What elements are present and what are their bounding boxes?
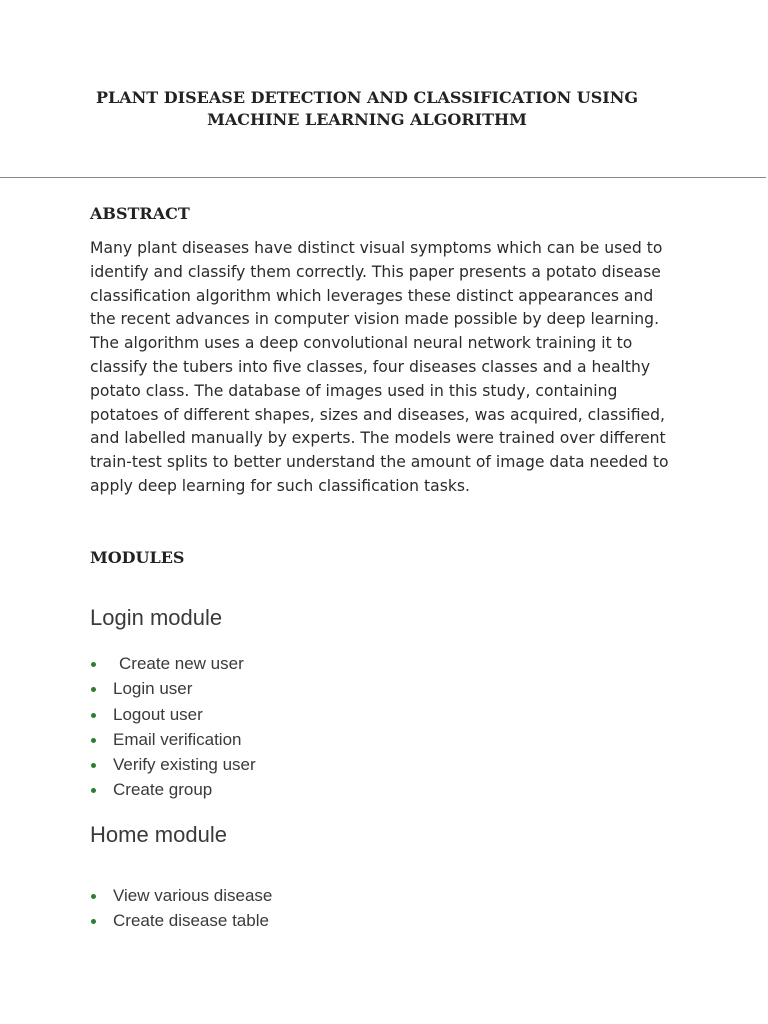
abstract-line: train-test splits to better understand the amount of image data needed to — [90, 453, 669, 472]
list-item — [90, 752, 256, 777]
abstract-text — [90, 237, 690, 499]
abstract-line: apply deep learning for such classification tasks. — [90, 476, 470, 495]
modules-heading: MODULES — [90, 548, 185, 567]
list-item — [90, 908, 272, 933]
list-item — [90, 777, 256, 802]
list-item-label: Logout user — [113, 704, 203, 724]
abstract-line: The algorithm uses a deep convolutional neural network training it to — [90, 334, 633, 353]
bullet-icon — [91, 738, 96, 743]
title-line-2: MACHINE LEARNING ALGORITHM — [207, 110, 527, 129]
abstract-line: and labelled manually by experts. The models were trained over different — [90, 429, 666, 448]
document-title — [0, 87, 734, 131]
list-item — [90, 702, 256, 727]
bullet-icon — [91, 662, 96, 667]
list-item-label: Create new user — [119, 654, 244, 673]
home-module-list — [90, 883, 272, 934]
list-item-label: Create group — [113, 780, 213, 800]
list-item — [90, 727, 256, 752]
bullet-icon — [91, 919, 96, 924]
home-module-heading: Home module — [90, 822, 227, 847]
title-line-1: PLANT DISEASE DETECTION AND CLASSIFICATION USING — [95, 88, 639, 107]
list-item-label: Login user — [113, 679, 193, 699]
horizontal-divider — [0, 177, 766, 178]
list-item-label: View various disease — [113, 886, 273, 905]
abstract-line: classification algorithm which leverages these distinct appearances and — [90, 286, 654, 305]
list-item — [90, 651, 256, 676]
list-item — [90, 676, 256, 701]
login-module-heading: Login module — [90, 605, 223, 630]
list-item-label: Create disease table — [113, 911, 269, 931]
bullet-icon — [91, 687, 96, 692]
abstract-line: classify the tubers into five classes, four diseases classes and a healthy — [90, 357, 651, 376]
bullet-icon — [91, 894, 96, 899]
bullet-icon — [91, 788, 96, 793]
list-item-label: Verify existing user — [113, 755, 256, 775]
list-item-label: Email verification — [113, 729, 242, 749]
abstract-heading: ABSTRACT — [90, 204, 190, 223]
login-module-list — [90, 651, 256, 803]
bullet-icon — [91, 763, 96, 768]
abstract-line: Many plant diseases have distinct visual symptoms which can be used to — [90, 239, 663, 257]
bullet-icon — [91, 713, 96, 718]
abstract-line: potatoes of different shapes, sizes and diseases, was acquired, classified, — [90, 405, 665, 424]
abstract-line: potato class. The database of images used in this study, containing — [90, 381, 618, 400]
abstract-line: the recent advances in computer vision made possible by deep learning. — [90, 310, 660, 329]
abstract-line: identify and classify them correctly. This paper presents a potato disease — [90, 262, 661, 281]
list-item — [90, 883, 272, 908]
